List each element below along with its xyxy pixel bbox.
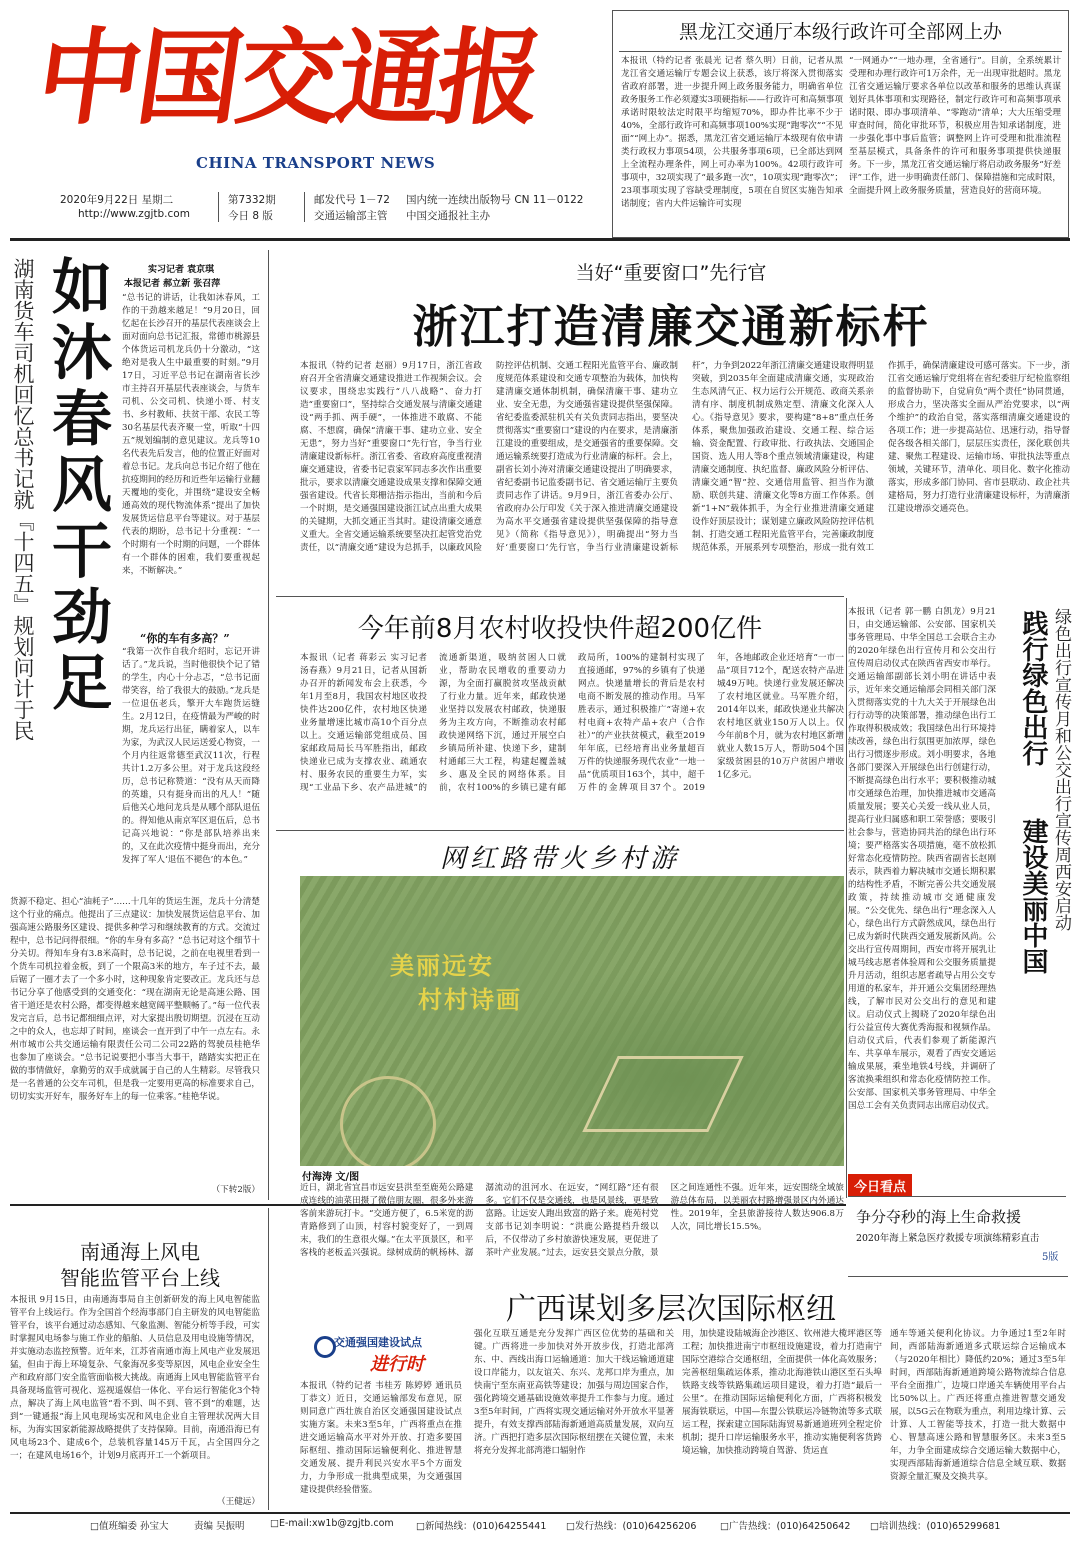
guangxi-col4: 通车等通关便利化协议。力争通过1至2年时间，西部陆海新通道多式联运综合运输成本（与2020年相比）降低约20%；通过3至5年时间，西部陆海新通道跨境公路物流综合信息平台全面推广，边境口岸通关车辆使用平台占比50%以上。广西还将重点推进智慧交通发展，以5G云在物联为重点，利用边缘计算、云计算、人工智能等技术，打造一批大数据中心、智慧高速公路和智慧服务区。未来3至5年，力争全面建成综合交通运输大数据中心，实现西部陆海新通道综合信息全域互联、数据资源全量汇聚及交换共享。	[890, 1329, 1066, 1482]
photo-credit: 付海涛 文/图	[302, 1172, 360, 1183]
zhejiang-headline[interactable]: 浙江打造清廉交通新标杆	[412, 300, 930, 353]
rural-headline[interactable]: 今年前8月农村收投快件超200亿件	[357, 614, 763, 644]
sponsor: 交通运输部主管	[314, 210, 388, 222]
green-headline-line2[interactable]: 建设美丽中国	[1018, 818, 1048, 974]
left-story-headline[interactable]: 如沐春风干劲足	[42, 255, 112, 717]
left-byline-2: 本报记者 郝立新 张召萍	[124, 279, 221, 289]
masthead-rule	[10, 238, 1070, 241]
left-byline-1: 实习记者 袁京琪	[148, 265, 215, 275]
nantong-body: 本报讯 9月15日，由南通海事局自主创新研发的海上风电智能监管平台上线运行。作为全国首个经海事部门自主研发的风电智能监管平台，该平台通过动态感知、气象监测、智能分析等手段，可实时掌握风电场参与施工作业的船舶、人员信息及用电设施等情况，并实施动态监控预警。近年来，江苏省南通市海上风电产业发展迅猛，但由于海上环境复杂、气象海况多变等原因，风电企业安全生产和政府部门安全监管面临极大挑战。南通海上风电智能监管平台具备现场监管可视化、巡视遥媒信一体化、平台运行智能化3个特点，解决了海上风电监管“看不到、叫不到、管不到”的难题，达到“一键通报”海上风电现场实况和风电企业自主管理状况两大目标，为海实国家新能源战略提供了支持保障。目前，南通沿海已有风电场23个、建成6个，总装机容量145万千瓦，占全国四分之一；在建风电场16个，计划9月底再开工一个新项目。	[10, 1295, 260, 1461]
footer-ad-hotline: □广告热线：(010)64250642	[720, 1521, 851, 1532]
field-sign-line-1: 美丽远安	[390, 951, 494, 980]
photo-story-body: 近日，湖北省宜昌市远安县洪至至鹿苑公路建成连线的油菜田摄了微信朋友圈，很多外来游客前来游玩打卡。“交通方便了，6.5米宽的沥青路修到了山顶，村容村貌变好了，一到周末，我们的生意很火爆。”在太平顶景区，和平客栈的老板孟兴强说。绿树成荫的帆杨林、潺潺流动的沮河水、在远安，“网红路”还有很多。它们不仅是交通线，也是风景线，更是致富路。让远安人跑出致富的路子来。鹿苑村党支部书记刘李明说：“洪鹿公路提档升级以后，不仅带动了乡村旅游快速发展，更促进了茶叶产业发展。”过去，远安县交景点分散，景区之间连通性不强。近年来，远安围绕全域旅游总体布局，以美丽农村路增强景区内外通达性。2019年，全县旅游接待人数达906.8万人次，同比增长15.5%。	[300, 1183, 844, 1258]
guangxi-col1: 本报讯（特约记者 韦桂芳 陈婷婷 通讯员 丁恭文）近日，交通运输部发布意见，原则同意广西壮族自治区交通强国建设试点实施方案。未来3至5年，广西将重点在推进交通运输高水平对外开放、打造多要国际枢纽、推动国际运输便利化、推进智慧交通发展、提升利民兴安水平5个方面发力，力争形成一批典型成果，为交通强国建设提供经验借鉴。	[300, 1381, 462, 1495]
photo-story-headline[interactable]: 网红路带火乡村游	[439, 844, 680, 874]
left-story-subhead: “你的车有多高？”	[140, 632, 230, 645]
footer-distribution-hotline: □发行热线：(010)64256206	[566, 1521, 697, 1532]
issue-date: 2020年9月22日 星期二	[60, 194, 174, 206]
left-story-continued[interactable]: （下转2版）	[211, 1185, 260, 1195]
left-vertical-deck: 湖南货车司机回忆总书记就『十四五』规划问计于民	[11, 258, 35, 741]
footer-rule	[10, 1512, 1070, 1514]
guangxi-col3: 用，加快建设陆城海企沙港区、钦州港大榄坪港区等工程；加快推进南宁市枢纽设施建设，着力打造南宁国际空港综合交通枢纽，全面提供一体化高效服务；完善枢纽集疏运体系，推动北海港铁山港区至石头埠铁路支线等铁路集疏运项目建设，着力打造“最后一公里”。在推动国际运输便利化方面，广西将积极发展海铁联运，中国—东盟公铁联运冷链物流等多式联运工程，探索建立国际陆海贸易新通道班列全程定价机制；提升口岸运输服务水平，推动实施便利客货跨境运输，加快推动跨境自驾游、货运直	[682, 1329, 882, 1456]
guangxi-headline[interactable]: 广西谋划多层次国际枢纽	[506, 1292, 836, 1327]
cn-number: 国内统一连续出版物号 CN 11－0122	[406, 194, 584, 206]
postal-code: 邮发代号 1－72	[314, 194, 390, 206]
masthead	[29, 14, 598, 174]
publisher: 中国交通报社主办	[406, 210, 490, 222]
guangxi-logo	[312, 1330, 462, 1376]
rape-field-photo[interactable]	[300, 876, 844, 1166]
green-body: 本报讯（记者 郭一鹏 白凯龙）9月21日，由交通运输部、公安部、国家机关事务管理局、中华全国总工会联合主办的2020年绿色出行宣传月和公交出行宣传周启动仪式在陕西省西安市举行。交通运输部副部长刘小明在讲话中表示，近年来交通运输部会同相关部门深入贯彻落实党的十九大关于开展绿色出行行动等的决策部署，推动绿色出行工作取得积极成效；我国绿色出行环境持续改善，绿色出行氛围更加浓厚，绿色出行习惯逐步形成。刘小明要求，各地各部门要深入开展绿色出行创建行动，不断提高绿色出行水平；要积极推动城市交通绿色治理，加快推进城市交通高质量发展；要关心关爱一线从业人员，提高行业归属感和职工荣誉感；要吸引社会参与，营造协同共治的绿色出行环境；要严格落实各项措施，毫不放松抓好常态化疫情防控。陕西省副省长赵刚表示，陕西着力解决城市交通长期积累的结构性矛盾，不断完善公共交通发展政策，持续推动城市交通健康发展。“公交优先、绿色出行”理念深入人心，绿色出行方式蔚然成风，绿色出行已成为新时代陕西交通发展新风尚。公交出行宣传周期间，西安市将开展乳让城马线志愿者体验周和公交服务质量提升月活动，组织志愿者疏导占用公交专用道的私家车，并开通公交集团经理热线，了解市民对公交出行的意见和建议。启动仪式上揭晓了2020年绿色出行公益宣传大赛优秀海报和视频作品。启动仪式后，代表们参观了新能源汽车、共享单车展示，观看了西安交通运输成果展，乘坐地铁4号线，并调研了客流换乘组织和常态化疫情防控工作。公安部、国家机关事务管理局、中华全国总工会有关负责同志出席启动仪式。	[848, 607, 996, 1111]
top-story-headline[interactable]: 黑龙江交通厅本级行政许可全部网上办	[678, 21, 1002, 43]
page-count: 今日 8 版	[228, 210, 273, 222]
footer-editor: □值班编委 孙宝大	[90, 1521, 169, 1532]
rural-body: 本报讯（记者 蒋彩云 实习记者 汤春燕）9月21日，记者从国新办召开的新闻发布会上获悉，今年1月至8月，我国农村地区收投快件达200亿件，农村地区快递业务量增速比城市高10个百分点以上。交通运输部党组成员、国家邮政局局长马军胜指出，邮政快递业已成为支撑农业、疏通农村、服务农民的重要生力军，实现“工业品下乡、农产品进城”的流通新渠道，吸纳贫困人口就业，帮助农民增收的重要动力源，为全面打赢脱贫攻坚战贡献了行业力量。近年来，邮政快递业坚持以发展农村邮政，快递服务为主攻方向，不断推动农村邮政快递网络下沉，通过开展空白乡镇局所补建、快递下乡，建制村通邮三大工程，构建起覆盖城乡、惠及全民的网络体系。目前，农村100%的乡镇已建有邮政局所，100%的建制村实现了直接通邮，97%的乡镇有了快递网点。快递量增长的背后是农村电商不断发展的推动作用。马军胜表示，通过积极推广“寄递+农村电商+农特产品+农户（合作社）”的产业扶贫模式，截至2019年年底，已经培育出业务量超百万件的快递服务现代农业“一地一品”优质项目163个，其中，超千万件的金牌项目37个。2019年，各地邮政企业还培育“一市一品”项目712个，配送农特产品进城49万吨。快递行业发展还解决了农村地区就业。马军胜介绍，2014年以来，邮政快递业共解决农村地区就业150万人以上。仅今年前8个月，就为农村地区新增就业人数15万人，帮助504个国家级贫困县的10万户贫困户增收1亿多元。	[300, 653, 844, 793]
left-story-col-top: “总书记的讲话，让我如沐春风，工作的干劲越来越足！”9月20日，回忆起在长沙召开的基层代表座谈会上面对面向总书记汇报，常德市桃源县个体货运司机龙兵仍十分激动，“这绝对是我人生中最重要的时刻。”9月17日，习近平总书记在湖南省长沙市主持召开基层代表座谈会，与货车司机、公交司机、快递小哥、村支书、乡村教师、扶贫干部、农民工等30名基层代表齐聚一堂，听取“十四五”规划编制的意见建议。龙兵等10名代表先后发言，他的位置正好面对着总书记。龙兵向总书记介绍了他在抗疫期间的经历和近些年运输行业翻天覆地的变化，并围绕“建设安全畅通高效的现代物流体系”提出了加快发展货运信息平台等建议。对于基层代表的期盼，总书记十分重视：“一个时期有一个时期的问题，一个群体有一个群体的困难，我们要重视起来，不断解决。”	[122, 293, 260, 576]
footer	[90, 1518, 1070, 1536]
footer-training-hotline: □培训热线：(010)65299681	[870, 1521, 1001, 1532]
masthead-title: 中国交通报	[29, 16, 547, 139]
zhejiang-body: 本报讯（特约记者 赵丽）9月17日，浙江省政府召开全省清廉交通建设推进工作视频会议。会议要求，围绕忠实践行“八八战略”、奋力打造“重要窗口”，坚持综合交通发展与清廉交通建设“两手抓、两手硬”，一体推进不敢腐、不能腐、不想腐，确保“清廉干事、建功立业、安全无患”，努力当好“重要窗口”先行官，争当行业清廉建设新标杆。浙江省委、省政府高度重视清廉交通建设，省委书记袁家军同志多次作出重要批示，要求以清廉交通建设成果支撑和保障交通强省建设。代省长郑栅洁指示指出，当前和今后一个时期，是交通强国建设浙江试点出重大成果的关键期，大抓交通正当其时。建设清廉交通意义重大。全省交通运输系统要坚决扛起管党治党责任，以“清廉交通”建设为总抓手，以廉政风险防控评估机制、交通工程阳光监管平台、廉政制度规范体系建设和交通专项整治为载体，加快构建清廉交通体制机制，确保清廉干事、建功立业、安全无患，为交通强省建设提供坚强保障。省纪委监委派驻机关有关负责同志指出，要坚决贯彻落实“重要窗口”建设的内在要求，是清廉浙江建设的重要组成，是交通强省的重要保障。交通运输系统要打造成为行业清廉的标杆。会上，副省长刘小涛对清廉交通建设提出了明确要求，省纪委副书记监委副书记、省交通运输厅主要负责同志作了讲话。9月9日，浙江省委办公厅、省政府办公厅印发《关于深入推进清廉交通建设为高水平交通强省建设提供坚强保障的指导意见》（简称《指导意见》），明确提出“努力当好‘重要窗口’先行官，争当行业清廉建设新标杆”，力争到2022年浙江清廉交通建设取得明显突破，到2035年全面建成清廉交通，实现政治生态风清气正、权力运行公开规范、政商关系亲清有序、制度机制成熟定型、清廉文化深入人心。《指导意见》要求，要构建“8+8”重点任务体系，聚焦加强政治建设、交通工程、综合运输、资金配置、行政审批、行政执法、交通国企国资、选人用人等8个重点领域清廉建设，构建清廉交通制度、执纪监督、廉政风险分析评估、清廉交通“智”控、交通信用监管、担当作为激励、联创共建、清廉文化等8方面工作体系。创新“1+N”载体抓手，为全行业推进清廉交通建设作好顶层设计；谋划建立廉政风险防控评估机制、打造交通工程阳光监管平台，完善廉政制度规范体系，开展系列专项整治，形成一批有效工作抓手，确保清廉建设可感可落实。下一步，浙江省交通运输厅党组将在省纪委驻厅纪检监察组的监督协助下，自觉肩负“两个责任”协同贯通，形成合力，坚决落实全面从严治党要求，以“两个维护”的政治自觉，落实落细清廉交通建设的各项工作；进一步提高站位、迅速行动，指导督促各级各相关部门，层层压实责任，深化联创共建、聚焦工程建设、运输市场、审批执法等重点领域，关键环节，清单化、项目化、数字化推动落实，形成多部门协同、省市县联动、政企社共建格局，努力打造行业清廉建设标杆，为清廉浙江建设增添交通亮色。	[300, 361, 1070, 553]
nantong-headline-1[interactable]: 南通海上风电	[80, 1240, 200, 1264]
issue-number: 第7332期	[228, 194, 276, 206]
today-headline: 争分夺秒的海上生命救援	[856, 1208, 1022, 1226]
today-box[interactable]	[848, 1174, 1066, 1272]
top-story-box	[612, 10, 1069, 238]
today-sub: 2020年海上紧急医疗救援专项演练精彩直击	[856, 1233, 1040, 1244]
guangxi-logo-bottom: 进行时	[370, 1354, 424, 1375]
footer-email[interactable]: □E-mail:xw1b@zgjtb.com	[270, 1518, 394, 1529]
left-story-col-mid: “我第一次作自我介绍时，忘记开讲话了。”龙兵说，当时他很快个记了错的学生，内心十分忐忑，“总书记面带笑容，给了我很大的鼓励。”龙兵是一位退伍老兵，擎开大车跑货运缝生。2月12日，在疫情最为严峻的时期，龙兵运行出征，瞒着家人，以车为家，为武汉人民运送爱心物资，一个月内往返常德至武汉11次，行程共计1.2万多公里。对于龙兵这段经历，总书记称赞道：“没有从天而降的英雄，只有挺身而出的凡人！”随后他关心地问龙兵是从哪个部队退伍的。得知他从南京军区退伍后，总书记高兴地说：“你是部队培养出来的，又在此次疫情中挺身而出，充分发挥了军人‘退伍不褪色’的本色。”	[122, 647, 260, 865]
top-story-col1: 本报讯（特约记者 张晨光 记者 蔡久明）日前，记者从黑龙江省交通运输厅专题会议上获悉，该厅将深入贯彻落实省政府部署，进一步提升网上政务服务能力，明确省单位政务服务工作必须遵实3项硬指标——行政许可和高频事项承诺时限较法定时限平均缩短70%，即办件比率不少于40%，全部行政许可和高频事项100%实现“跑零次”“不见面”“网上办”。据悉，黑龙江省交通运输厅本级现有依申请类行政权力事项54项，公共服务事项6项，已全部达到网上全流程办理条件，网上可办率为100%。42项行政许可事项中，32项实现了“最多跑一次”，10项实现“跑零次”；23项事项实现了容缺受理制度，5项在自贸区实施告知承诺制度；省内大件运输许可实现	[621, 56, 843, 209]
logo-ring-icon	[314, 1336, 336, 1358]
zhejiang-kicker: 当好“重要窗口”先行官	[575, 262, 767, 284]
nantong-credit: （王健远）	[217, 1497, 260, 1507]
date-bar	[60, 192, 605, 226]
green-headline-line1[interactable]: 践行绿色出行	[1018, 610, 1048, 766]
masthead-english: CHINA TRANSPORT NEWS	[196, 154, 436, 172]
footer-responsible-editor: 责编 吴振明	[194, 1521, 245, 1532]
guangxi-col2: 强化互联互通是充分发挥广西区位优势的基础和关键。广西将进一步加快对外开放步伐，打造北部湾东、中、西线出海口运输通道：加大干线运输通道建设口岸能力，以友谊关、东兴、龙邦口岸为重点，加快南宁至东南亚高铁等建设；加强与周边国家合作，强化跨境交通基础设施效率提升工作参与力度。通过3至5年时间，广西将实现交通运输对外开放水平显著提升，有效支撑西部陆海新通道高质量发展，双向互济。广西把打造多层次国际枢纽摆在关键位置，未来将充分发挥北部湾港口辐射作	[474, 1329, 674, 1456]
field-sign-line-2: 村村诗画	[418, 985, 522, 1014]
today-label: 今日看点	[848, 1174, 912, 1197]
website-link[interactable]: http://www.zgjtb.com	[78, 208, 190, 220]
guangxi-logo-top: 交通强国建设试点	[334, 1336, 422, 1349]
left-story-col-bottom: 货源不稳定、担心“油耗子”……十几年的货运生涯，龙兵十分清楚这个行业的痛点。他提出了三点建议：加快发展货运信息平台、加强高速公路服务区建设、提供多种学习和继续教育的方式。交流过程中，总书记问得很细。“你的车身有多高？”总书记对这个细节十分关切。得知车身有3.8米高时，总书记说，之前在电视里看到一个货车司机拉着金板，到了一个限高3米的地方，车子过不去，最后锯了一圈才去了一个多小时，这种现象肯定要改正。龙兵还与总书记分享了他感受到的交通变化：“现在湖南无论是高速公路、国省干道还是农村公路，都变得越来越宽阔平整顺畅了。”每一位代表发完言后，总书记都细细点评，对大家提出殷切期望。沉浸在互动之中的众人，也忘却了时间，座谈会一直开到了中午一点左右。永州市城市公共交通运输有限责任公司二公司22路的驾驶员桂艳华也参加了座谈会。“总书记说要把小事当大事干，踏踏实实把正在做的事情做好，拿勤劳的双手成就属于自己的人生精彩。尽管我只是一名普通的公交车司机，但是我一定要用更高的标准要求自己，切切实实开好车，服务好车上的每一位乘客。”桂艳华说。	[10, 897, 260, 1102]
top-story-col2: “一网通办”“一地办理，全省通行”。目前，全系统累计受理和办理行政许可1万余件，无一出现审批超时。黑龙江省交通运输厅要求各单位以改革和服务的思维认真谋划好具体事项和实现路径，制定行政许可和高频事项承诺时限、即办事项清单、“零跑动”清单；大大压缩受理审查时间，简化审批环节，积极应用告知承诺制度，进一步强化事中事后监管；调整网上许可受理和批准流程至基层模式，具备条件的许可和服务事项提供快递服务。下一步，黑龙江省交通运输厅将启动政务服务“好差评”工作，进一步明确责任部门、保障措施和完成时限，全面提升网上政务服务质量，营造良好的营商环境。	[849, 56, 1061, 196]
nantong-headline-2[interactable]: 智能监管平台上线	[60, 1266, 220, 1290]
today-page: 5版	[1042, 1252, 1059, 1263]
footer-news-hotline: □新闻热线：(010)64255441	[416, 1521, 547, 1532]
green-vertical-deck: 绿色出行宣传月和公交出行宣传周西安启动	[1051, 608, 1071, 931]
